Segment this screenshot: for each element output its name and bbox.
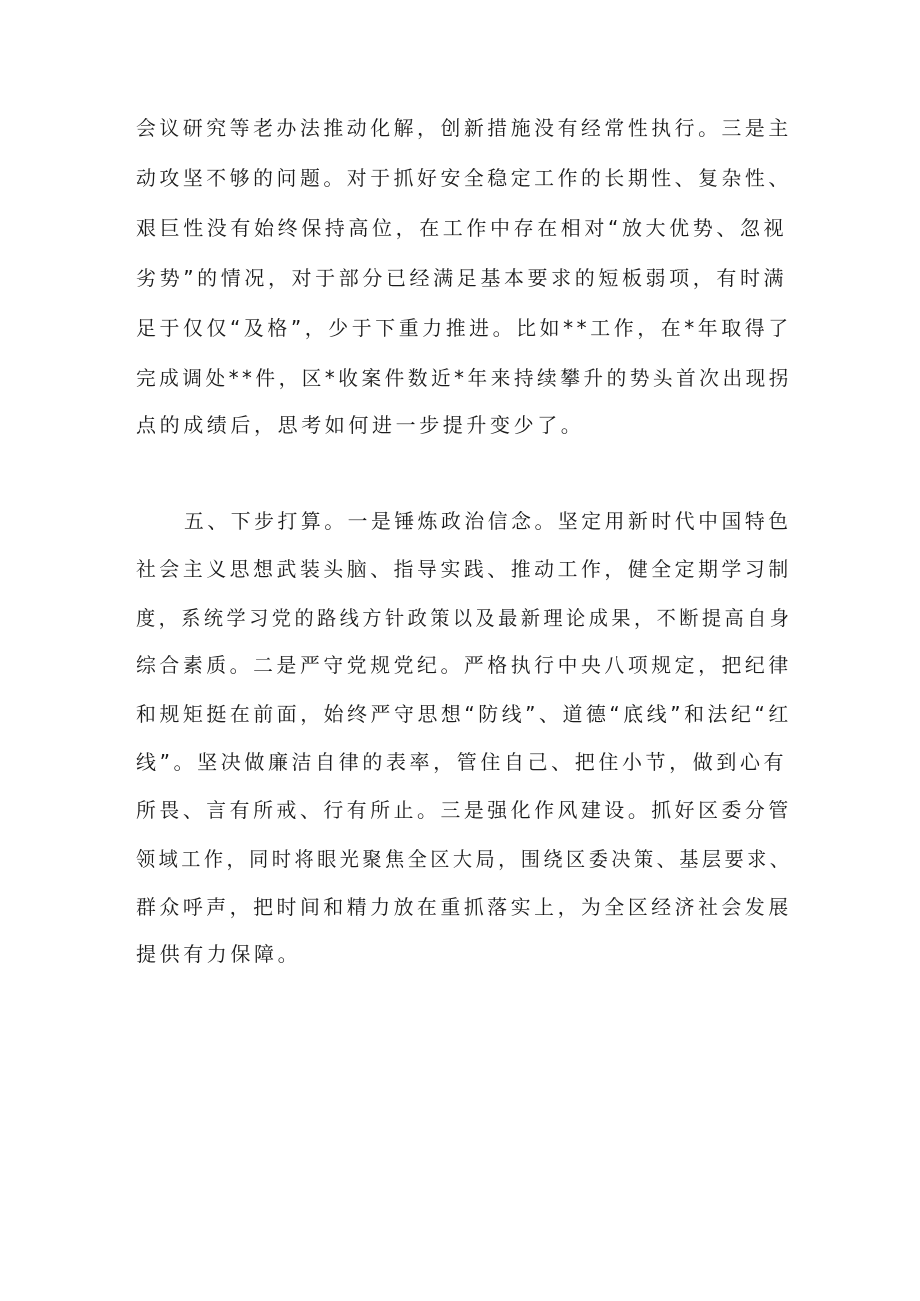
text-line: 所畏、言有所戒、行有所止。三是强化作风建设。抓好区委分管 <box>136 798 792 822</box>
text-line: 艰巨性没有始终保持高位，在工作中存在相对“放大优势、忽视 <box>136 216 788 240</box>
text-line: 社会主义思想武装头脑、指导实践、推动工作，健全定期学习制 <box>136 557 792 581</box>
text-line: 线”。坚决做廉洁自律的表率，管住自己、把住小节，做到心有 <box>136 750 788 774</box>
text-line: 完成调处**件，区*收案件数近*年来持续攀升的势头首次出现拐 <box>136 366 792 390</box>
text-line: 会议研究等老办法推动化解，创新措施没有经常性执行。三是主 <box>136 116 792 140</box>
text-line: 点的成绩后，思考如何进一步提升变少了。 <box>136 413 585 437</box>
text-line: 度，系统学习党的路线方针政策以及最新理论成果，不断提高自身 <box>136 606 793 630</box>
text-line: 综合素质。二是严守党规党纪。严格执行中央八项规定，把纪律 <box>136 653 792 677</box>
text-line: 领域工作，同时将眼光聚焦全区大局，围绕区委决策、基层要求、 <box>136 847 793 871</box>
text-line: 劣势”的情况，对于部分已经满足基本要求的短板弱项，有时满 <box>136 266 788 290</box>
text-line: 提供有力保障。 <box>136 942 302 966</box>
text-line: 群众呼声，把时间和精力放在重抓落实上，为全区经济社会发展 <box>136 895 792 919</box>
text-line: 足于仅仅“及格”，少于下重力推进。比如**工作，在*年取得了 <box>136 316 792 340</box>
text-line: 五、下步打算。一是锤炼政治信念。坚定用新时代中国特色 <box>184 509 792 533</box>
text-line: 动攻坚不够的问题。对于抓好安全稳定工作的长期性、复杂性、 <box>136 166 792 190</box>
text-line: 和规矩挺在前面，始终严守思想“防线”、道德“底线”和法纪“红 <box>136 702 792 726</box>
